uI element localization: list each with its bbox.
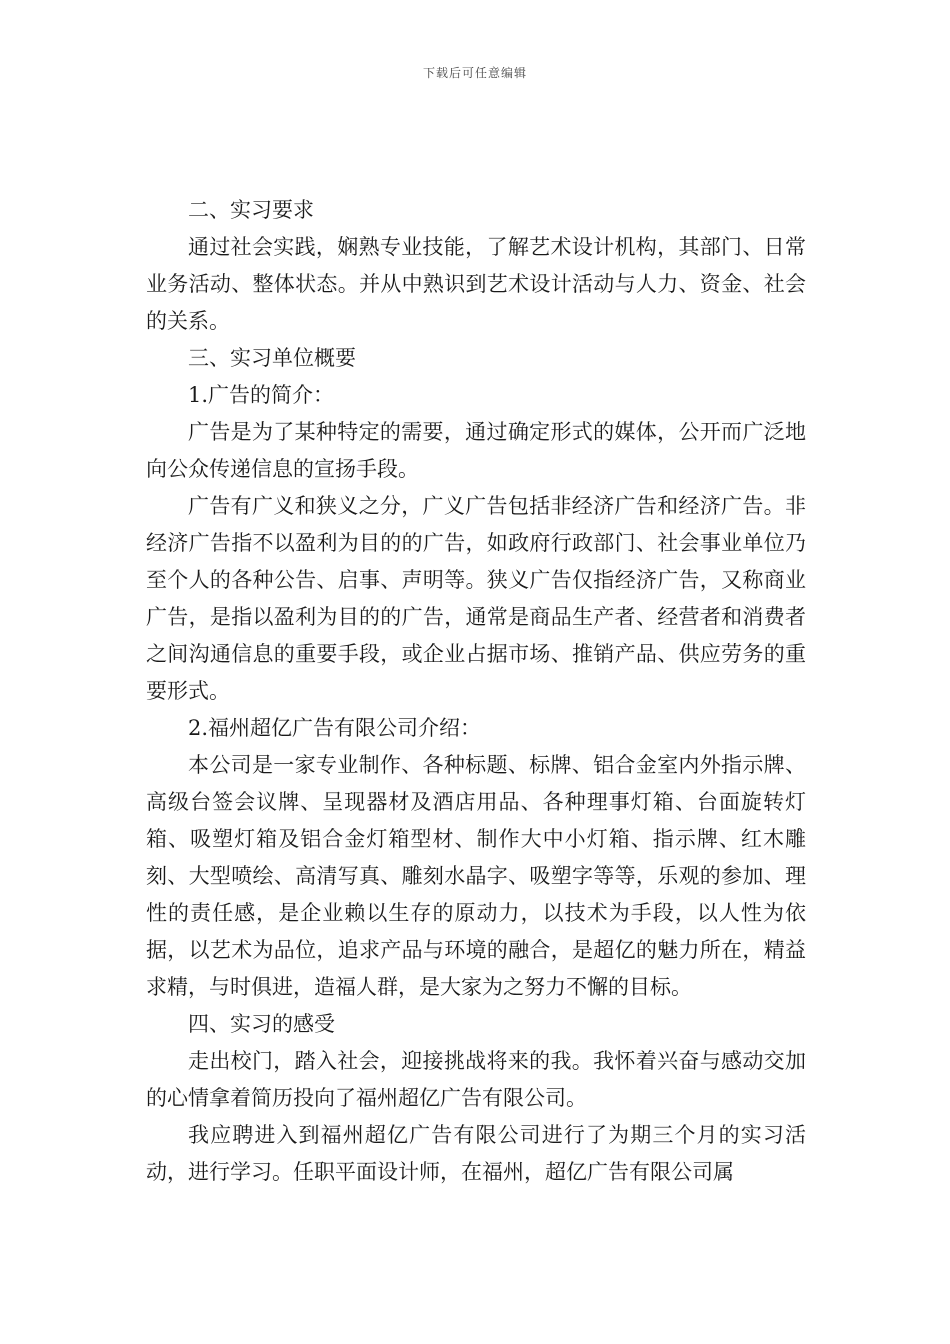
- subheading-company-intro: 2.福州超亿广告有限公司介绍：: [188, 716, 482, 740]
- section-heading-overview: 三、实习单位概要: [188, 346, 356, 370]
- section-heading-feelings: 四、实习的感受: [188, 1012, 335, 1036]
- paragraph-ad-types: 广告有广义和狭义之分，广义广告包括非经济广告和经济广告。非经济广告指不以盈利为目的的广告，如政府行政部门、社会事业单位乃至个人的各种公告、启事、声明等。狭义广告仅指经济广告，又称商业广告，是指以盈利为目的的广告，通常是商品生产者、经营者和消费者之间沟通信息的重要手段，或企业占据市场、推销产品、供应劳务的重要形式。: [146, 494, 806, 703]
- paragraph-feelings-2: 我应聘进入到福州超亿广告有限公司进行了为期三个月的实习活动，进行学习。任职平面设计师，在福州，超亿广告有限公司属: [146, 1123, 806, 1184]
- paragraph-requirements: 通过社会实践，娴熟专业技能，了解艺术设计机构，其部门、日常业务活动、整体状态。并从中熟识到艺术设计活动与人力、资金、社会的关系。: [146, 235, 806, 333]
- document-body: [146, 192, 806, 1191]
- section-heading-requirements: 二、实习要求: [188, 198, 314, 222]
- paragraph-company-description: 本公司是一家专业制作、各种标题、标牌、铝合金室内外指示牌、高级台签会议牌、呈现器材及酒店用品、各种理事灯箱、台面旋转灯箱、吸塑灯箱及铝合金灯箱型材、制作大中小灯箱、指示牌、红木雕刻、大型喷绘、高清写真、雕刻水晶字、吸塑字等等，乐观的参加、理性的责任感，是企业赖以生存的原动力，以技术为手段，以人性为依据，以艺术为品位，追求产品与环境的融合，是超亿的魅力所在，精益求精，与时俱进，造福人群，是大家为之努力不懈的目标。: [146, 753, 806, 999]
- paragraph-feelings-1: 走出校门，踏入社会，迎接挑战将来的我。我怀着兴奋与感动交加的心情拿着简历投向了福州超亿广告有限公司。: [146, 1049, 806, 1110]
- page-header: 下载后可任意编辑: [422, 66, 527, 80]
- subheading-ad-intro: 1.广告的简介：: [188, 383, 335, 407]
- paragraph-ad-definition: 广告是为了某种特定的需要，通过确定形式的媒体，公开而广泛地向公众传递信息的宣扬手段。: [146, 420, 806, 481]
